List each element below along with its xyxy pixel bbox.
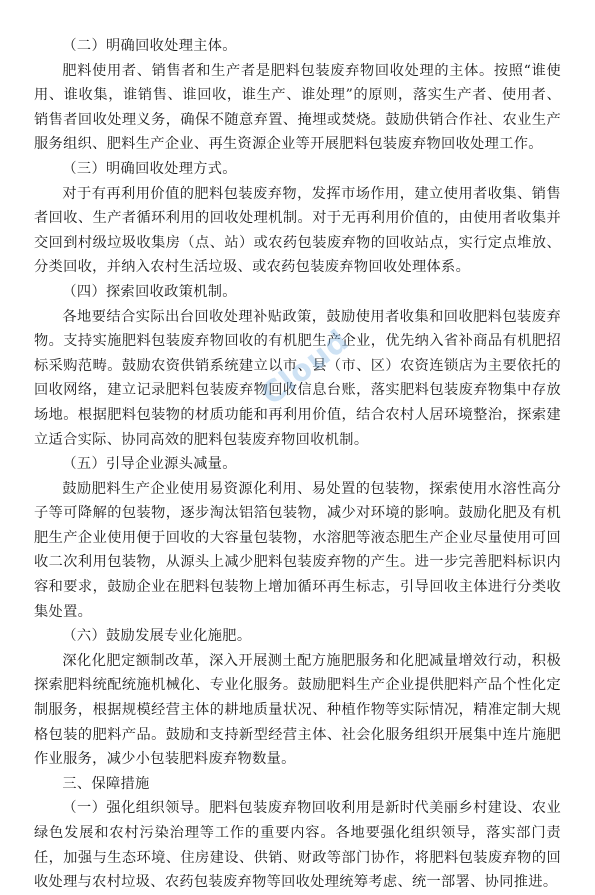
paragraph-policy-mechanism: 各地要结合实际出台回收处理补贴政策，鼓励使用者收集和回收肥料包装废弃物。支持实施肥料包装废弃物回收的有机肥生产企业，优先纳入省补商品有机肥招标采购范畴。鼓励农资供销系统建立以市、县（市、区）农资连锁店为主要依托的回收网络，建立记录肥料包装废弃物回收信息台账，落实肥料包装废弃物集中存放场地。根据肥料包装物的材质功能和再利用价值，结合农村人居环境整治，探索建立适合实际、协同高效的肥料包装废弃物回收机制。 (34, 308, 561, 448)
document-body (34, 34, 561, 895)
paragraph-recycling-subjects: 肥料使用者、销售者和生产者是肥料包装废弃物回收处理的主体。按照“谁使用、谁收集，谁销售、谁回收，谁生产、谁处理”的原则，落实生产者、使用者、销售者回收处理义务，确保不随意弃置、掩埋或焚烧。鼓励供销合作社、农业生产服务组织、肥料生产企业、再生资源企业等开展肥料包装废弃物回收处理工作。 (34, 62, 561, 153)
paragraph-recycling-methods: 对于有再利用价值的肥料包装废弃物，发挥市场作用，建立使用者收集、销售者回收、生产者循环利用的回收处理机制。对于无再利用价值的，由使用者收集并交回到村级垃圾收集房（点、站）或农药包装废弃物的回收站点，实行定点堆放、分类回收，并纳入农村生活垃圾、或农药包装废弃物回收处理体系。 (34, 185, 561, 276)
paragraph-organizational-leadership: （一）强化组织领导。肥料包装废弃物回收利用是新时代美丽乡村建设、农业绿色发展和农村污染治理等工作的重要内容。各地要强化组织领导，落实部门责任，加强与生态环境、住房建设、供销、财政等部门协作，将肥料包装废弃物的回收处理与农村垃圾、农药包装废弃物等回收处理统筹考虑、统一部署、协同推进。 (34, 800, 561, 891)
section-heading-4: （四）探索回收政策机制。 (62, 283, 237, 300)
section-heading-6: （六）鼓励发展专业化施肥。 (62, 628, 252, 645)
watermark-text: Cloud (255, 322, 356, 413)
paragraph-professional-fertilization: 深化化肥定额制改革，深入开展测土配方施肥服务和化肥减量增效行动，积极探索肥料统配统施机械化、专业化服务。鼓励肥料生产企业提供肥料产品个性化定制服务，根据规模经营主体的耕地质量状况、种植作物等实际情况，精准定制大规格包装的肥料产品。鼓励和支持新型经营主体、社会化服务组织开展集中连片施肥作业服务，减少小包装肥料废弃物数量。 (34, 652, 561, 768)
section-heading-2: （二）明确回收处理主体。 (62, 38, 237, 54)
section-heading-5: （五）引导企业源头减量。 (62, 456, 237, 473)
section-heading-3: （三）明确回收处理方式。 (62, 160, 237, 177)
paragraph-source-reduction: 鼓励肥料生产企业使用易资源化利用、易处置的包装物，探索使用水溶性高分子等可降解的包装物，逐步淘汰铝箔包装物，减少对环境的影响。鼓励化肥及有机肥生产企业使用便于回收的大容量包装物，水溶肥等液态肥生产企业尽量使用可回收二次利用包装物，从源头上减少肥料包装废弃物的产生。进一步完善肥料标识内容和要求，鼓励企业在肥料包装物上增加循环再生标志，引导回收主体进行分类收集处置。 (34, 480, 561, 620)
chapter-heading-safeguards: 三、保障措施 (62, 775, 150, 792)
